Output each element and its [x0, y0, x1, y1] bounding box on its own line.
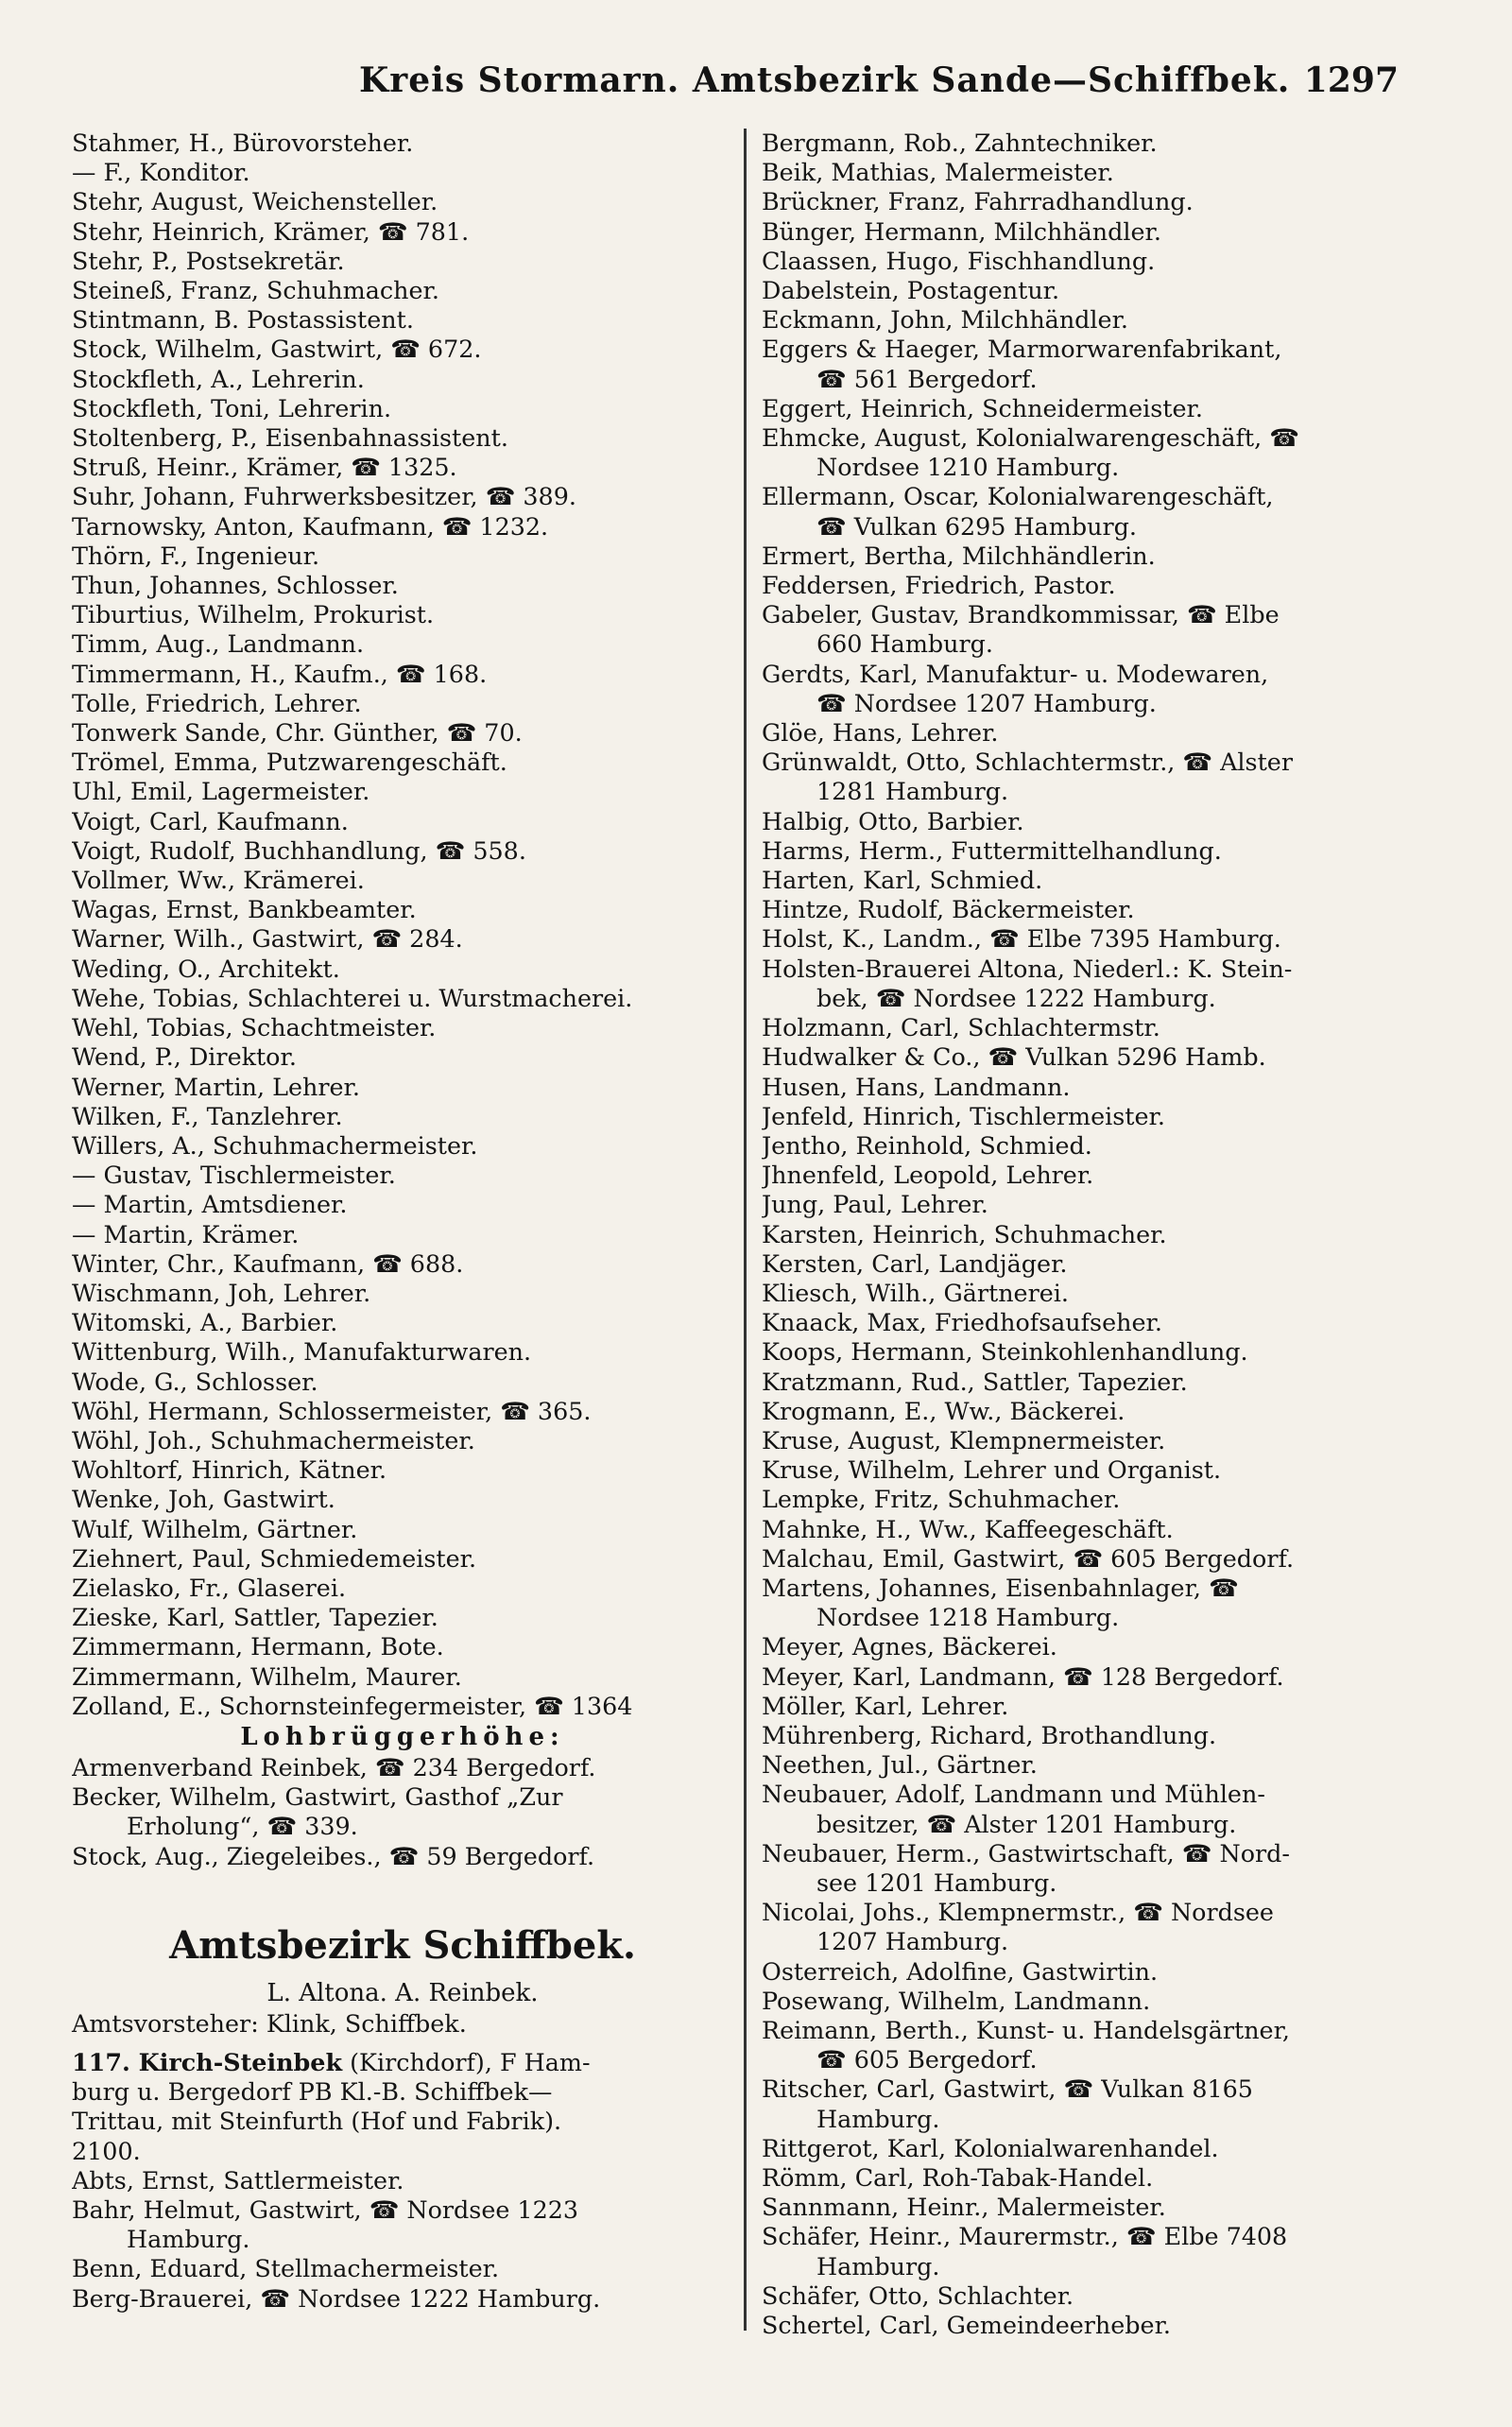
list-item-continuation: Nordsee 1218 Hamburg. [816, 1603, 1120, 1632]
running-title: Kreis Stormarn. Amtsbezirk Sande—Schiffbek. [359, 60, 1291, 100]
list-item: Timm, Aug., Landmann. [72, 629, 365, 659]
list-item: Claassen, Hugo, Fischhandlung. [762, 246, 1156, 275]
entry-text: Abts, Ernst, Sattlermeister. [72, 2165, 404, 2195]
list-item: Werner, Martin, Lehrer. [72, 1072, 360, 1101]
list-item: Kruse, Wilhelm, Lehrer und Organist. [762, 1455, 1222, 1485]
list-item: Knaack, Max, Friedhofsaufseher. [762, 1308, 1162, 1337]
list-item: Jhnenfeld, Leopold, Lehrer. [762, 1161, 1094, 1190]
list-item: Nicolai, Johs., Klempnermstr., ☎ Nordsee [762, 1898, 1274, 1927]
list-item: Schäfer, Otto, Schlachter. [762, 2281, 1074, 2310]
list-item: Gerdts, Karl, Manufaktur- u. Modewaren, [762, 659, 1269, 688]
list-item: Schertel, Carl, Gemeindeerheber. [762, 2311, 1171, 2340]
list-item: Tarnowsky, Anton, Kaufmann, ☎ 1232. [72, 511, 549, 541]
list-item: Glöe, Hans, Lehrer. [762, 718, 999, 748]
place-line: 2100. [72, 2136, 141, 2165]
list-item: Thun, Johannes, Schlosser. [72, 571, 399, 600]
list-item: Reimann, Berth., Kunst- u. Handelsgärtner, [762, 2016, 1291, 2044]
place-line: burg u. Bergedorf PB Kl.-B. Schiffbek— [72, 2077, 553, 2107]
list-item-continuation: Hamburg. [816, 2251, 940, 2281]
list-item: Wöhl, Joh., Schuhmachermeister. [72, 1425, 475, 1454]
spacer [72, 2039, 733, 2048]
list-item [72, 2166, 733, 2195]
list-item: Witomski, A., Barbier. [72, 1308, 338, 1337]
list-item-continuation: 1281 Hamburg. [816, 777, 1009, 806]
list-item: Holzmann, Carl, Schlachtermstr. [762, 1013, 1160, 1042]
page-number: 1297 [1303, 60, 1399, 100]
list-item: Grünwaldt, Otto, Schlachtermstr., ☎ Alster [762, 748, 1293, 777]
list-item: Voigt, Carl, Kaufmann. [72, 806, 349, 835]
list-item: Möller, Karl, Lehrer. [762, 1691, 1009, 1720]
list-item: Jentho, Reinhold, Schmied. [762, 1130, 1092, 1160]
list-item-continuation: Hamburg. [816, 2104, 940, 2133]
list-item: Meyer, Karl, Landmann, ☎ 128 Bergedorf. [762, 1661, 1284, 1691]
list-item-continuation: 1207 Hamburg. [816, 1927, 1009, 1956]
list-item: Wilken, F., Tanzlehrer. [72, 1101, 343, 1130]
list-item: Meyer, Agnes, Bäckerei. [762, 1632, 1057, 1661]
list-item: Eckmann, John, Milchhändler. [762, 305, 1128, 335]
list-item-continuation: ☎ Nordsee 1207 Hamburg. [816, 688, 1157, 717]
list-item-continuation: ☎ 561 Bergedorf. [816, 364, 1038, 393]
list-item: Kersten, Carl, Landjäger. [762, 1248, 1068, 1278]
list-item: Mahnke, H., Ww., Kaffeegeschäft. [762, 1514, 1174, 1543]
list-item-continuation [72, 1812, 733, 1841]
list-item: Wehl, Tobias, Schachtmeister. [72, 1013, 437, 1042]
right-entry-list [762, 129, 1429, 2340]
page-header [0, 53, 1512, 110]
left-entry-list [72, 129, 733, 1721]
list-item: Timmermann, H., Kaufm., ☎ 168. [72, 659, 488, 688]
place-line: Trittau, mit Steinfurth (Hof und Fabrik). [72, 2107, 562, 2136]
list-item: Wöhl, Hermann, Schlossermeister, ☎ 365. [72, 1396, 592, 1425]
schiffbek-list [72, 2166, 733, 2314]
list-item: Zimmermann, Hermann, Bote. [72, 1632, 444, 1661]
list-item: Sannmann, Heinr., Malermeister. [762, 2193, 1166, 2222]
list-item: Wittenburg, Wilh., Manufakturwaren. [72, 1337, 532, 1367]
list-item: Stoltenberg, P., Eisenbahnassistent. [72, 423, 508, 453]
list-item: Husen, Hans, Landmann. [762, 1072, 1071, 1101]
list-item: Mührenberg, Richard, Brothandlung. [762, 1720, 1217, 1749]
list-item: Suhr, Johann, Fuhrwerksbesitzer, ☎ 389. [72, 482, 576, 511]
list-item: Rittgerot, Karl, Kolonialwarenhandel. [762, 2133, 1219, 2162]
list-item: Martens, Johannes, Eisenbahnlager, ☎ [762, 1573, 1239, 1602]
list-item: Tiburtius, Wilhelm, Prokurist. [72, 600, 435, 629]
place-description: (Kirchdorf), F Ham- [342, 2047, 591, 2076]
list-item: Koops, Hermann, Steinkohlenhandlung. [762, 1337, 1248, 1367]
entry-text: Stock, Aug., Ziegeleibes., ☎ 59 Bergedorf. [72, 1841, 595, 1870]
list-item: Eggert, Heinrich, Schneidermeister. [762, 393, 1203, 422]
section-subheading: L. Altona. A. Reinbek. [266, 1978, 539, 2007]
list-item: Kratzmann, Rud., Sattler, Tapezier. [762, 1367, 1188, 1396]
entry-text: Bahr, Helmut, Gastwirt, ☎ Nordsee 1223 [72, 2195, 579, 2224]
list-item: Neubauer, Adolf, Landmann und Mühlen- [762, 1780, 1265, 1809]
list-item: Trömel, Emma, Putzwarengeschäft. [72, 748, 507, 777]
list-item: Wohltorf, Hinrich, Kätner. [72, 1455, 387, 1485]
list-item: Jenfeld, Hinrich, Tischlermeister. [762, 1101, 1165, 1130]
list-item: Wend, P., Direktor. [72, 1042, 297, 1072]
place-header [72, 2048, 733, 2077]
list-item: Ziehnert, Paul, Schmiedemeister. [72, 1543, 477, 1573]
list-item: Steineß, Franz, Schuhmacher. [72, 276, 439, 305]
list-item: Brückner, Franz, Fahrradhandlung. [762, 187, 1194, 216]
list-item: Willers, A., Schuhmachermeister. [72, 1130, 478, 1160]
list-item-continuation: besitzer, ☎ Alster 1201 Hamburg. [816, 1809, 1237, 1838]
list-item-continuation: Nordsee 1210 Hamburg. [816, 453, 1120, 482]
list-item: Römm, Carl, Roh-Tabak-Handel. [762, 2163, 1154, 2193]
list-item: Dabelstein, Postagentur. [762, 276, 1060, 305]
list-item: Krogmann, E., Ww., Bäckerei. [762, 1396, 1125, 1425]
list-item: Stockfleth, Toni, Lehrerin. [72, 393, 392, 422]
left-column [72, 129, 733, 2314]
list-item: Wenke, Joh, Gastwirt. [72, 1485, 335, 1514]
entry-text: Erholung“, ☎ 339. [127, 1812, 358, 1841]
list-item: Hudwalker & Co., ☎ Vulkan 5296 Hamb. [762, 1042, 1266, 1072]
column-divider [744, 129, 747, 2331]
entry-text: Hamburg. [127, 2225, 250, 2254]
list-item: Ritscher, Carl, Gastwirt, ☎ Vulkan 8165 [762, 2074, 1253, 2104]
list-item: Bünger, Hermann, Milchhändler. [762, 216, 1161, 246]
list-item: Struß, Heinr., Krämer, ☎ 1325. [72, 453, 457, 482]
list-item: Jung, Paul, Lehrer. [762, 1190, 988, 1219]
list-item: Zielasko, Fr., Glaserei. [72, 1573, 347, 1602]
list-item-continuation: ☎ 605 Bergedorf. [816, 2045, 1038, 2074]
list-item [72, 2254, 733, 2283]
list-item: Lempke, Fritz, Schuhmacher. [762, 1485, 1121, 1514]
list-item: Beik, Mathias, Malermeister. [762, 158, 1114, 187]
list-item: Stahmer, H., Bürovorsteher. [72, 129, 414, 157]
list-item: — F., Konditor. [72, 158, 250, 187]
list-item: Stehr, P., Postsekretär. [72, 246, 345, 275]
entry-text: Armenverband Reinbek, ☎ 234 Bergedorf. [72, 1752, 596, 1782]
list-item: Tonwerk Sande, Chr. Günther, ☎ 70. [72, 718, 523, 748]
list-item: — Martin, Amtsdiener. [72, 1190, 348, 1219]
list-item [72, 1753, 733, 1782]
list-item: Zolland, E., Schornsteinfegermeister, ☎ 1364 [72, 1691, 633, 1720]
list-item: — Gustav, Tischlermeister. [72, 1161, 396, 1190]
list-item: Kliesch, Wilh., Gärtnerei. [762, 1278, 1069, 1307]
list-item [72, 1842, 733, 1871]
list-item: Halbig, Otto, Barbier. [762, 806, 1024, 835]
list-item: Ermert, Bertha, Milchhändlerin. [762, 541, 1156, 570]
list-item-continuation [72, 2225, 733, 2254]
entry-text: Berg-Brauerei, ☎ Nordsee 1222 Hamburg. [72, 2283, 601, 2313]
list-item: — Martin, Krämer. [72, 1219, 300, 1248]
list-item: Weding, O., Architekt. [72, 954, 340, 983]
list-item: Holsten-Brauerei Altona, Niederl.: K. Stein- [762, 954, 1293, 983]
list-item: Harms, Herm., Futtermittelhandlung. [762, 835, 1222, 865]
list-item: Schäfer, Heinr., Maurermstr., ☎ Elbe 7408 [762, 2222, 1288, 2251]
right-column [762, 129, 1429, 2340]
list-item: Zimmermann, Wilhelm, Maurer. [72, 1661, 462, 1691]
list-item: Stockfleth, A., Lehrerin. [72, 364, 365, 393]
list-item-continuation: 660 Hamburg. [816, 629, 993, 659]
lohbruegge-heading: Lohbrüggerhöhe: [240, 1722, 565, 1751]
list-item: Posewang, Wilhelm, Landmann. [762, 1986, 1151, 2015]
list-item: Wode, G., Schlosser. [72, 1367, 318, 1396]
list-item: Thörn, F., Ingenieur. [72, 541, 320, 570]
list-item [72, 1782, 733, 1812]
list-item: Osterreich, Adolfine, Gastwirtin. [762, 1956, 1159, 1986]
list-item: Holst, K., Landm., ☎ Elbe 7395 Hamburg. [762, 924, 1281, 954]
list-item: Tolle, Friedrich, Lehrer. [72, 688, 362, 717]
list-item: Gabeler, Gustav, Brandkommissar, ☎ Elbe [762, 600, 1280, 629]
entry-text: Becker, Wilhelm, Gastwirt, Gasthof „Zur [72, 1782, 563, 1812]
list-item: Ellermann, Oscar, Kolonialwarengeschäft, [762, 482, 1274, 511]
list-item: Malchau, Emil, Gastwirt, ☎ 605 Bergedorf. [762, 1543, 1295, 1573]
list-item-continuation: see 1201 Hamburg. [816, 1868, 1057, 1897]
list-item: Uhl, Emil, Lagermeister. [72, 777, 370, 806]
list-item: Stock, Wilhelm, Gastwirt, ☎ 672. [72, 335, 482, 364]
list-item: Vollmer, Ww., Krämerei. [72, 866, 365, 895]
list-item: Wehe, Tobias, Schlachterei u. Wurstmacherei. [72, 983, 633, 1012]
list-item: Voigt, Rudolf, Buchhandlung, ☎ 558. [72, 835, 526, 865]
list-item: Kruse, August, Klempnermeister. [762, 1425, 1166, 1454]
section-heading-schiffbek: Amtsbezirk Schiffbek. [169, 1922, 636, 1968]
entry-text: Benn, Eduard, Stellmachermeister. [72, 2254, 500, 2283]
list-item: Wischmann, Joh, Lehrer. [72, 1278, 371, 1307]
list-item: Bergmann, Rob., Zahntechniker. [762, 129, 1158, 157]
lohbruegge-list [72, 1753, 733, 1871]
list-item-continuation: ☎ Vulkan 6295 Hamburg. [816, 511, 1137, 541]
list-item: Eggers & Haeger, Marmorwarenfabrikant, [762, 335, 1282, 364]
list-item: Hintze, Rudolf, Bäckermeister. [762, 895, 1135, 924]
list-item: Winter, Chr., Kaufmann, ☎ 688. [72, 1248, 464, 1278]
list-item: Wagas, Ernst, Bankbeamter. [72, 895, 417, 924]
amtsvorsteher-line: Amtsvorsteher: Klink, Schiffbek. [72, 2008, 467, 2038]
list-item-continuation: bek, ☎ Nordsee 1222 Hamburg. [816, 983, 1216, 1012]
list-item: Warner, Wilh., Gastwirt, ☎ 284. [72, 924, 463, 954]
list-item: Ehmcke, August, Kolonialwarengeschäft, ☎ [762, 423, 1299, 453]
list-item: Zieske, Karl, Sattler, Tapezier. [72, 1603, 438, 1632]
list-item [72, 2195, 733, 2225]
list-item: Wulf, Wilhelm, Gärtner. [72, 1514, 358, 1543]
list-item: Feddersen, Friedrich, Pastor. [762, 571, 1116, 600]
list-item: Neubauer, Herm., Gastwirtschaft, ☎ Nord- [762, 1838, 1290, 1868]
list-item: Stintmann, B. Postassistent. [72, 305, 414, 335]
list-item: Stehr, Heinrich, Krämer, ☎ 781. [72, 216, 470, 246]
list-item: Karsten, Heinrich, Schuhmacher. [762, 1219, 1167, 1248]
list-item: Stehr, August, Weichensteller. [72, 187, 438, 216]
list-item [72, 2284, 733, 2314]
list-item: Harten, Karl, Schmied. [762, 866, 1043, 895]
place-number: 117. Kirch-Steinbek [72, 2047, 343, 2076]
list-item: Neethen, Jul., Gärtner. [762, 1750, 1038, 1780]
